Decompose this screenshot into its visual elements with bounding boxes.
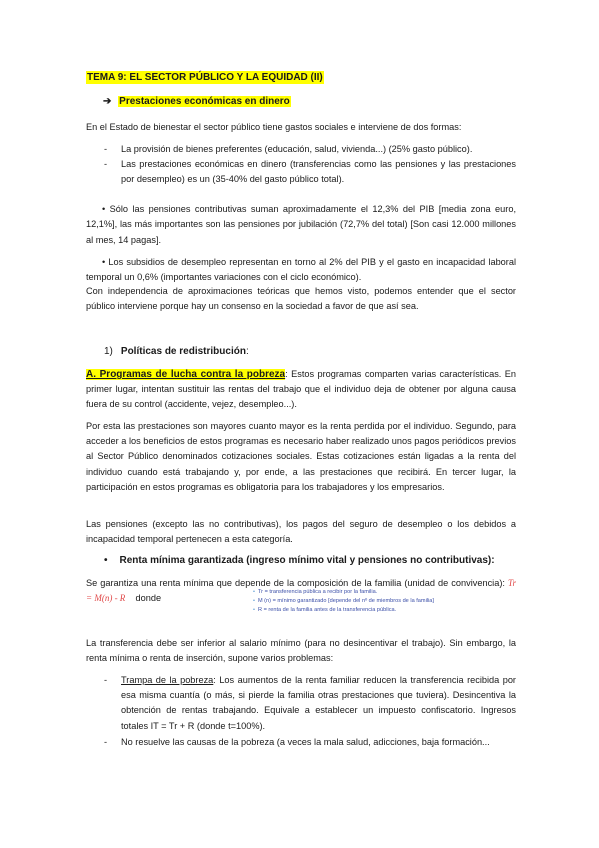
section-number: 1) [104,346,113,357]
problem-lead: Trampa de la pobreza [121,675,214,685]
renta-minima-heading-text: Renta mínima garantizada (ingreso mínimo vital y pensiones no contributivas): [119,555,495,566]
consensus-paragraph: Con independencia de aproximaciones teóricas que hemos visto, podemos entender que el sector público interviene porque hay un consenso en la sociedad a favor de que así sea. [86,286,516,312]
section-label: Políticas de redistribución [120,346,246,357]
arrow-right-icon: ➔ [103,96,112,107]
part-a-paragraph-3: Las pensiones (excepto las no contributivas), los pagos del seguro de desempleo o los debidos a incapacidad temporal pertenecen a esta categoría. [86,519,516,545]
donde-label: donde [135,593,162,604]
dash-marker: - [104,144,108,154]
subtitle-text: Prestaciones económicas en dinero [119,96,290,107]
pensions-paragraph: • Sólo las pensiones contributivas suman aproximadamente el 12,3% del PIB [media zona euro, 12,1%], las más importantes son las pensiones por jubilación (72,7% del total) [Son casi 12.000 millones al mes, 14 pagas]. [86,204,516,245]
dash-marker: - [104,159,108,169]
problem-text: : Los aumentos de la renta familiar reducen la transferencia recibida por esa misma cuantía (o más, si pierde la familia otras prestaciones que tuviera). Desincentiva la obtención de rentas trabajando. Equivale a establecer un impuesto confiscatorio. Ingresos totales IT = Tr + R (donde t=100%). [121,675,516,731]
intro-list-item [104,142,516,157]
part-a-text: : Estos programas comparten varias características. En primer lugar, intentan sustituir las rentas del trabajo que el individuo deja de obtener por alguna causa fuera de su control (accidente, vejez, desempleo...). [86,369,516,410]
page-title: TEMA 9: EL SECTOR PÚBLICO Y LA EQUIDAD (II) [87,72,323,83]
subsidies-paragraph: • Los subsidios de desempleo representan en torno al 2% del PIB y el gasto en incapacidad laboral temporal un 0,6% (importantes variaciones con el ciclo económico). [86,257,516,283]
part-a-paragraph-2: Por esta las prestaciones son mayores cuanto mayor es la renta perdida por el individuo. Segundo, para acceder a los beneficios de estos programas es necesario haber realizado unos pagos periódicos previos al Sector Público denominados cotizaciones sociales. Estas cotizaciones están ligadas a la renta del individuo cuando está trabajando y, por ende, a las prestaciones que recibirá. En tercer lugar, la participación en estos programas es obligatoria para los trabajadores y los empresarios. [86,421,516,492]
dash-marker: - [104,675,108,685]
transfer-paragraph: La transferencia debe ser inferior al salario mínimo (para no desincentivar el trabajo). Sin embargo, la renta mínima o renta de inserción, supone varios problemas: [86,638,516,664]
problem-text: No resuelve las causas de la pobreza (a veces la mala salud, adicciones, baja formación... [121,737,490,747]
section-heading-redistribution [104,345,249,358]
renta-minima-heading [104,554,495,567]
section-colon: : [245,346,249,357]
intro-paragraph: En el Estado de bienestar el sector público tiene gastos sociales e interviene de dos formas: [86,122,462,132]
legend-item: • Tr = transferencia pública a recibir por la familia. [253,589,378,595]
formula-legend [253,588,434,615]
legend-item: • M (n) = mínimo garantizado [depende del nº de miembros de la familia] [253,598,434,604]
problem-list-item [104,673,516,734]
bullet-marker: • [104,555,108,566]
problem-list-item [104,735,516,750]
list-item-text: Las prestaciones económicas en dinero (transferencias como las pensiones y las prestaciones por desempleo) es un (35-40% del gasto público total). [121,159,516,185]
renta-minima-text: Se garantiza una renta mínima que depende de la composición de la familia (unidad de convivencia): [86,578,505,588]
list-item-text: La provisión de bienes preferentes (educación, salud, vivienda...) (25% gasto público). [121,144,473,154]
section-subtitle [103,95,291,108]
formula: Tr = M(n) - R [86,578,516,604]
part-a-paragraph [86,367,516,413]
dash-marker: - [104,737,108,747]
part-a-heading: A. Programas de lucha contra la pobreza [86,369,286,380]
intro-list-item [104,157,516,187]
legend-item: • R = renta de la familia antes de la transferencia pública. [253,607,397,613]
